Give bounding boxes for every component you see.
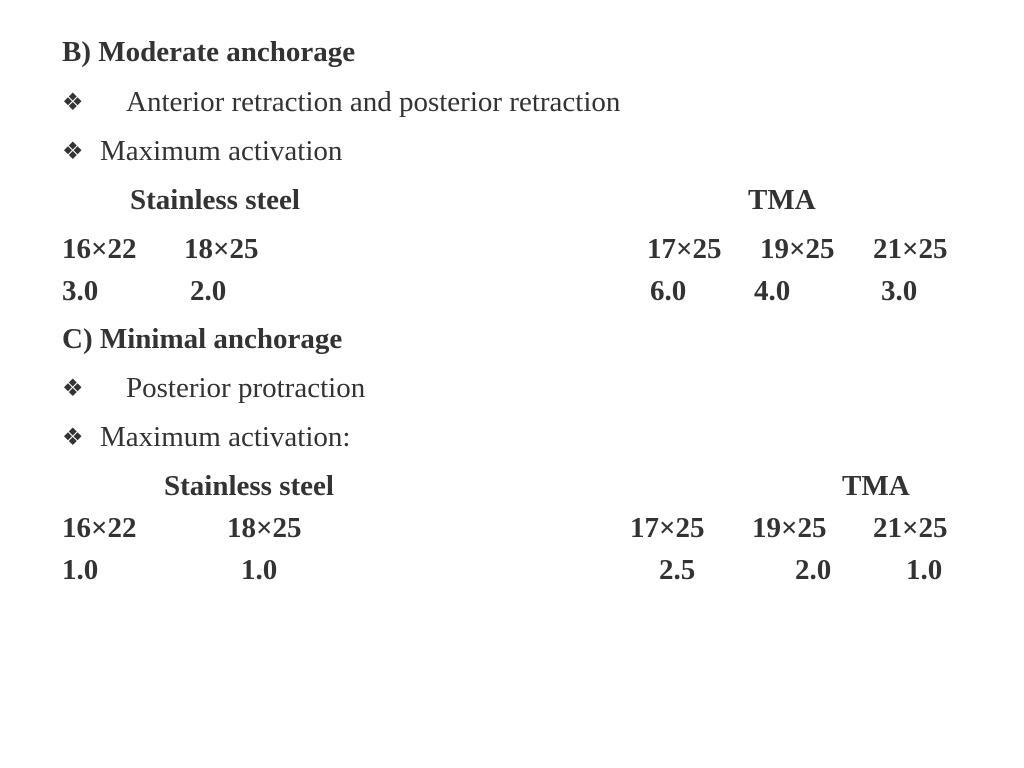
diamond-bullet-icon: ❖ [62, 90, 84, 116]
section-c-heading: C) Minimal anchorage [62, 323, 343, 355]
wire-size: 18×25 [184, 233, 259, 265]
bullet-text: Maximum activation [100, 135, 343, 167]
diamond-bullet-icon: ❖ [62, 376, 84, 402]
wire-size: 21×25 [873, 512, 948, 544]
activation-value: 1.0 [241, 554, 278, 586]
diamond-bullet-icon: ❖ [62, 139, 84, 165]
tma-label: TMA [748, 184, 816, 216]
bullet-text: Posterior protraction [126, 372, 366, 404]
wire-size: 17×25 [647, 233, 722, 265]
activation-value: 2.0 [795, 554, 832, 586]
wire-size: 19×25 [760, 233, 835, 265]
stainless-steel-label: Stainless steel [164, 470, 334, 502]
bullet-text: Anterior retraction and posterior retraction [126, 86, 621, 118]
activation-value: 1.0 [906, 554, 943, 586]
activation-value: 6.0 [650, 275, 687, 307]
wire-size: 17×25 [630, 512, 705, 544]
wire-size: 16×22 [62, 512, 137, 544]
bullet-text: Maximum activation: [100, 421, 351, 453]
wire-size: 19×25 [752, 512, 827, 544]
section-b-heading: B) Moderate anchorage [62, 36, 356, 68]
activation-value: 2.5 [659, 554, 696, 586]
diamond-bullet-icon: ❖ [62, 425, 84, 451]
stainless-steel-label: Stainless steel [130, 184, 300, 216]
wire-size: 16×22 [62, 233, 137, 265]
activation-value: 2.0 [190, 275, 227, 307]
activation-value: 3.0 [62, 275, 99, 307]
activation-value: 1.0 [62, 554, 99, 586]
activation-value: 3.0 [881, 275, 918, 307]
activation-value: 4.0 [754, 275, 791, 307]
wire-size: 21×25 [873, 233, 948, 265]
tma-label: TMA [842, 470, 910, 502]
wire-size: 18×25 [227, 512, 302, 544]
